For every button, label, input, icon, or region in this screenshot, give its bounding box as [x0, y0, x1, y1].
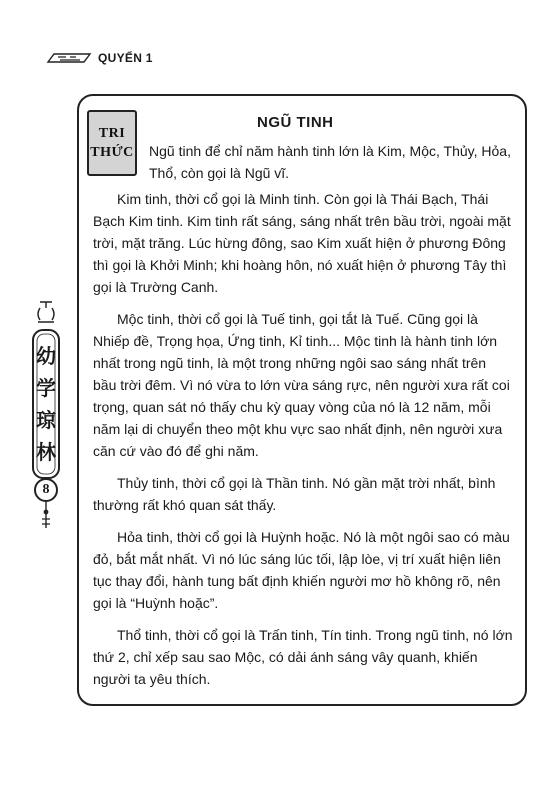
book-spine-decoration — [28, 300, 64, 530]
ornament-icon — [46, 52, 92, 64]
page-number: 8 — [42, 482, 50, 497]
paragraph: Thổ tinh, thời cổ gọi là Trấn tinh, Tín tinh. Trong ngũ tinh, nó lớn thứ 2, chỉ xếp sau sao Mộc, có dải ánh sáng vây quanh, khiến người ta yêu thích. — [93, 627, 513, 687]
knowledge-box — [77, 94, 527, 706]
paragraph: Hỏa tinh, thời cổ gọi là Huỳnh hoặc. Nó là một ngôi sao có màu đỏ, bắt mắt nhất. Vì nó lúc sáng lúc tối, lập lòe, vị trí xuất hiện liên tục thay đổi, hành tung bất định khiến người mơ hồ không rõ, nên gọi là “Huỳnh hoặc”. — [93, 529, 510, 611]
volume-label: QUYỂN 1 — [98, 51, 153, 65]
paragraph: Mộc tinh, thời cổ gọi là Tuế tinh, gọi tắt là Tuế. Cũng gọi là Nhiếp đề, Trọng họa, Ứng tinh, Kỉ tinh... Mộc tinh là hành tinh lớn nhất trong ngũ tinh, là một trong những ngôi sao sáng nhất trên bầu trời đêm. Vì nó vừa to lớn vừa sáng rực, nên người xưa rất coi trọng, quan sát nó thấy chu kỳ quay vòng của nó là 12 năm, mỗi năm lại di chuyển theo một khu vực sao nhất định, nên người xưa căn cứ vào đó để ghi năm. — [93, 311, 510, 459]
paragraph: Kim tinh, thời cổ gọi là Minh tinh. Còn gọi là Thái Bạch, Thái Bạch Kim tinh. Kim tinh rất sáng, sáng nhất trên bầu trời, ngoài mặt trời, mặt trăng. Lúc hừng đông, sao Kim xuất hiện ở phương Đông thì gọi là Khởi Minh; khi hoàng hôn, nó xuất hiện ở phương Tây thì gọi là Trường Canh. — [93, 191, 511, 295]
badge-line: TRI — [98, 126, 126, 141]
page-header — [46, 48, 153, 68]
paragraph: Thủy tinh, thời cổ gọi là Thần tinh. Nó gần mặt trời nhất, bình thường rất khó quan sát thấy. — [93, 475, 496, 513]
badge-line: THỨC — [90, 145, 134, 160]
spine-char: 琼 — [36, 408, 56, 432]
spine-char: 幼 — [36, 344, 56, 368]
intro-text: Ngũ tinh để chỉ năm hành tinh lớn là Kim, Mộc, Thủy, Hỏa, Thổ, còn gọi là Ngũ vĩ. — [149, 143, 511, 181]
spine-char: 林 — [36, 440, 56, 464]
section-title: NGŨ TINH — [257, 114, 334, 131]
body-text — [93, 188, 513, 700]
tri-thuc-badge — [87, 110, 137, 176]
spine-char: 学 — [36, 376, 56, 400]
tassel-icon — [42, 501, 50, 528]
